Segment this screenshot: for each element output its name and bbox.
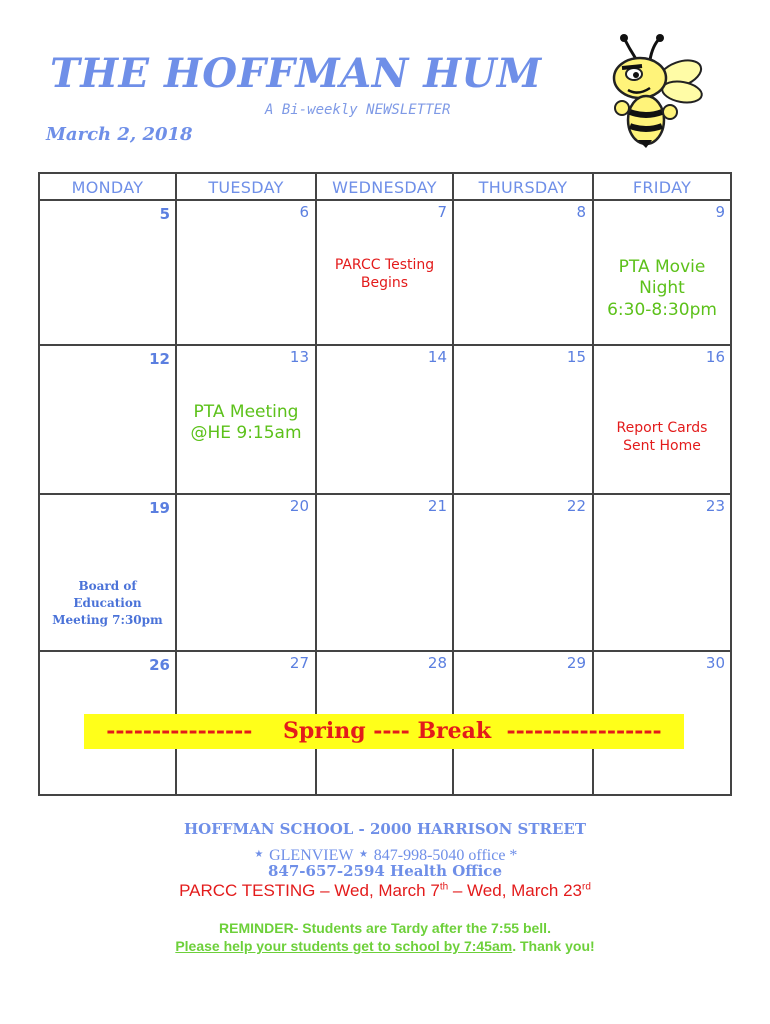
grid-divider: [40, 650, 730, 652]
grid-divider: [40, 493, 730, 495]
event-text: @HE 9:15am: [190, 423, 302, 444]
star-icon: ⋆: [357, 843, 370, 865]
date-number: 6: [299, 203, 309, 221]
tardy-reminder: REMINDER- Students are Tardy after the 7:55 bell.: [219, 920, 551, 936]
arrival-reminder-text: Please help your students get to school by 7:45am: [175, 938, 513, 954]
newsletter-date: March 2, 2018: [46, 124, 193, 145]
event-text: PARCC Testing: [334, 257, 435, 273]
event-report-cards: [594, 420, 730, 455]
event-parcc-testing: [317, 257, 452, 292]
date-number: 12: [149, 350, 170, 368]
health-office-phone: 847-657-2594 Health Office: [268, 862, 502, 880]
date-number: 9: [715, 203, 725, 221]
thank-you-text: . Thank you!: [512, 938, 595, 954]
date-number: 19: [149, 499, 170, 517]
day-header-thursday: THURSDAY: [478, 178, 568, 197]
city-name: GLENVIEW: [269, 847, 354, 864]
event-board-of-education: [40, 578, 175, 629]
event-pta-movie-night: [594, 257, 730, 321]
event-text: Education: [73, 596, 142, 611]
event-text: PTA Movie: [618, 257, 706, 277]
arrival-reminder: [0, 938, 770, 954]
event-pta-meeting: [177, 402, 315, 445]
date-number: 8: [576, 203, 586, 221]
date-number: 16: [705, 348, 725, 366]
grid-divider: [40, 344, 730, 346]
date-number: 21: [427, 497, 447, 515]
date-number: 15: [566, 348, 586, 366]
parcc-text: PARCC TESTING – Wed, March 7: [179, 881, 440, 900]
spring-break-banner: ---------------- Spring ---- Break -----------------: [84, 714, 684, 749]
hornet-mascot-icon: [600, 32, 710, 150]
date-number: 29: [566, 654, 586, 672]
parcc-testing-dates: [0, 881, 770, 901]
grid-divider: [452, 174, 454, 794]
newsletter-subtitle: A Bi-weekly NEWSLETTER: [265, 102, 451, 118]
date-number: 13: [289, 348, 309, 366]
date-number: 27: [289, 654, 309, 672]
date-number: 14: [427, 348, 447, 366]
parcc-superscript: th: [439, 881, 449, 893]
parcc-superscript: rd: [582, 881, 591, 893]
date-number: 23: [705, 497, 725, 515]
school-address: HOFFMAN SCHOOL - 2000 HARRISON STREET: [183, 820, 587, 838]
event-text: PTA Meeting: [193, 402, 299, 422]
star-icon: ⋆: [252, 843, 266, 865]
event-text: Begins: [360, 274, 409, 291]
parcc-text: – Wed, March 23: [448, 881, 583, 900]
event-text: Night: [639, 278, 685, 299]
date-number: 28: [427, 654, 447, 672]
date-number: 7: [437, 203, 447, 221]
event-text: Sent Home: [623, 437, 701, 454]
newsletter-title: THE HOFFMAN HUM: [50, 50, 542, 97]
grid-divider: [175, 174, 177, 794]
date-number: 30: [705, 654, 725, 672]
date-number: 26: [149, 656, 170, 674]
event-text: Meeting 7:30pm: [52, 613, 163, 628]
event-text: 6:30-8:30pm: [607, 299, 717, 320]
date-number: 20: [289, 497, 309, 515]
day-header-monday: MONDAY: [71, 178, 144, 197]
day-header-tuesday: TUESDAY: [208, 178, 284, 197]
grid-divider: [40, 199, 730, 201]
event-text: Board of: [78, 579, 137, 593]
date-number: 22: [566, 497, 586, 515]
day-header-wednesday: WEDNESDAY: [332, 178, 437, 197]
event-text: Report Cards: [616, 420, 708, 436]
day-header-friday: FRIDAY: [632, 178, 692, 197]
office-phone: 847-998-5040 office *: [373, 847, 518, 864]
date-number: 5: [159, 205, 170, 223]
calendar-grid: [38, 172, 732, 796]
